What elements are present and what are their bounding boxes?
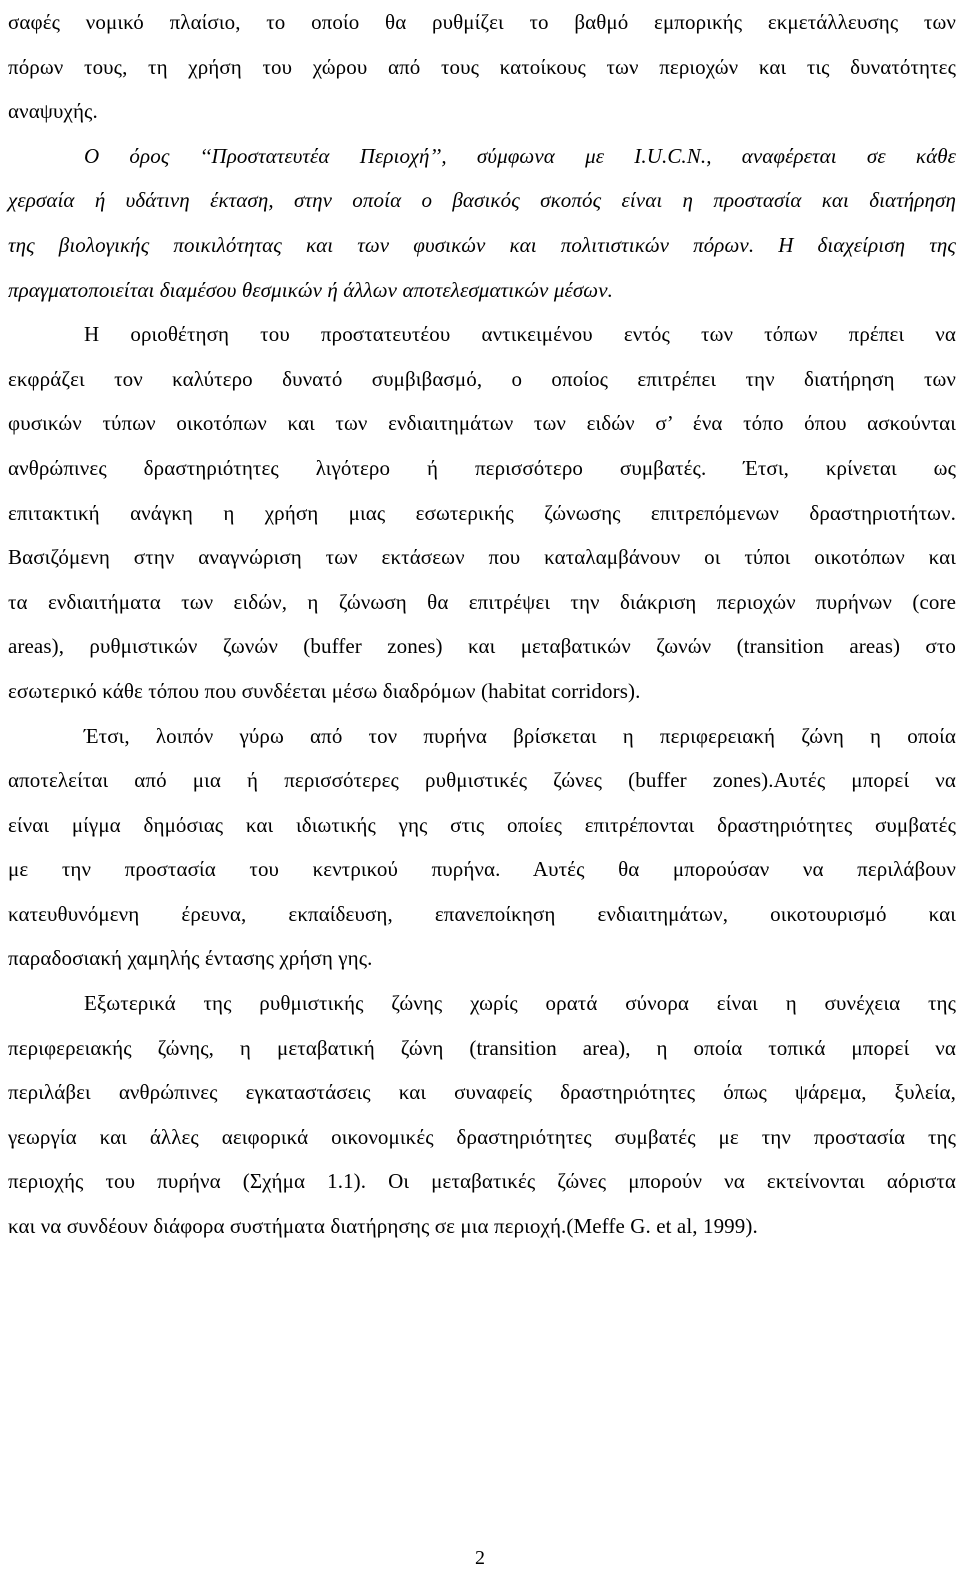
paragraph-first-line: Έτσι, λοιπόν γύρω από τον πυρήνα βρίσκεται η περιφερειακή ζώνη η οποία <box>84 723 956 748</box>
body-text <box>8 0 956 1249</box>
text-line: κατευθυνόμενη έρευνα, εκπαίδευση, επανεποίκηση ενδιαιτημάτων, οικοτουρισμό και <box>8 901 956 926</box>
text-line: areas), ρυθμιστικών ζωνών (buffer zones) και μεταβατικών ζωνών (transition areas) στο <box>8 634 956 659</box>
text-line: περιλάβει ανθρώπινες εγκαταστάσεις και συναφείς δραστηριότητες όπως ψάρεμα, ξυλεία, <box>8 1080 956 1105</box>
text-line: της βιολογικής ποικιλότητας και των φυσικών και πολιτιστικών πόρων. Η διαχείριση της <box>8 232 956 257</box>
paragraph-first-line: Η οριοθέτηση του προστατευτέου αντικειμένου εντός των τόπων πρέπει να <box>84 322 956 347</box>
text-line: ανθρώπινες δραστηριότητες λιγότερο ή περισσότερο συμβατές. Έτσι, κρίνεται ως <box>8 455 956 480</box>
paragraph-first-line: Εξωτερικά της ρυθμιστικής ζώνης χωρίς ορατά σύνορα είναι η συνέχεια της <box>84 991 956 1016</box>
paragraph-first-line: Ο όρος ‘‘Προστατευτέα Περιοχή’’, σύμφωνα με I.U.C.N., αναφέρεται σε κάθε <box>84 143 956 168</box>
text-line: πραγματοποιείται διαμέσου θεσμικών ή άλλων αποτελεσματικών μέσων. <box>8 277 613 302</box>
text-line: περιφερειακής ζώνης, η μεταβατική ζώνη (transition area), η οποία τοπικά μπορεί να <box>8 1035 956 1060</box>
text-line: εσωτερικό κάθε τόπου που συνδέεται μέσω διαδρόμων (habitat corridors). <box>8 678 641 703</box>
text-line: πόρων τους, τη χρήση του χώρου από τους κατοίκους των περιοχών και τις δυνατότητες <box>8 54 956 79</box>
text-line: είναι μίγμα δημόσιας και ιδιωτικής γης στις οποίες επιτρέπονται δραστηριότητες συμβατές <box>8 812 956 837</box>
text-line: περιοχής του πυρήνα (Σχήμα 1.1). Οι μεταβατικές ζώνες μπορούν να εκτείνονται αόριστα <box>8 1169 956 1194</box>
text-line: επιτακτική ανάγκη η χρήση μιας εσωτερικής ζώνωσης επιτρεπόμενων δραστηριοτήτων. <box>8 500 956 525</box>
text-line: και να συνδέουν διάφορα συστήματα διατήρησης σε μια περιοχή.(Meffe G. et al, 1999). <box>8 1214 758 1239</box>
text-line: αποτελείται από μια ή περισσότερες ρυθμιστικές ζώνες (buffer zones).Αυτές μπορεί να <box>8 768 956 793</box>
text-line: γεωργία και άλλες αειφορικά οικονομικές δραστηριότητες συμβατές με την προστασία της <box>8 1124 956 1149</box>
text-line: σαφές νομικό πλαίσιο, το οποίο θα ρυθμίζει το βαθμό εμπορικής εκμετάλλευσης των <box>8 10 956 34</box>
text-line: με την προστασία του κεντρικού πυρήνα. Αυτές θα μπορούσαν να περιλάβουν <box>8 857 956 882</box>
text-line: τα ενδιαιτήματα των ειδών, η ζώνωση θα επιτρέψει την διάκριση περιοχών πυρήνων (core <box>8 589 956 614</box>
text-line: εκφράζει τον καλύτερο δυνατό συμβιβασμό, ο οποίος επιτρέπει την διατήρηση των <box>8 366 956 391</box>
text-line: αναψυχής. <box>8 99 98 124</box>
text-line: Βασιζόμενη στην αναγνώριση των εκτάσεων που καταλαμβάνουν οι τύποι οικοτόπων και <box>8 545 956 570</box>
text-line: φυσικών τύπων οικοτόπων και των ενδιαιτημάτων των ειδών σ’ ένα τόπο όπου ασκούνται <box>8 411 956 436</box>
text-line: παραδοσιακή χαμηλής έντασης χρήση γης. <box>8 946 373 971</box>
page-number: 2 <box>475 1547 485 1569</box>
text-line: χερσαία ή υδάτινη έκταση, στην οποία ο βασικός σκοπός είναι η προστασία και διατήρηση <box>8 188 956 213</box>
